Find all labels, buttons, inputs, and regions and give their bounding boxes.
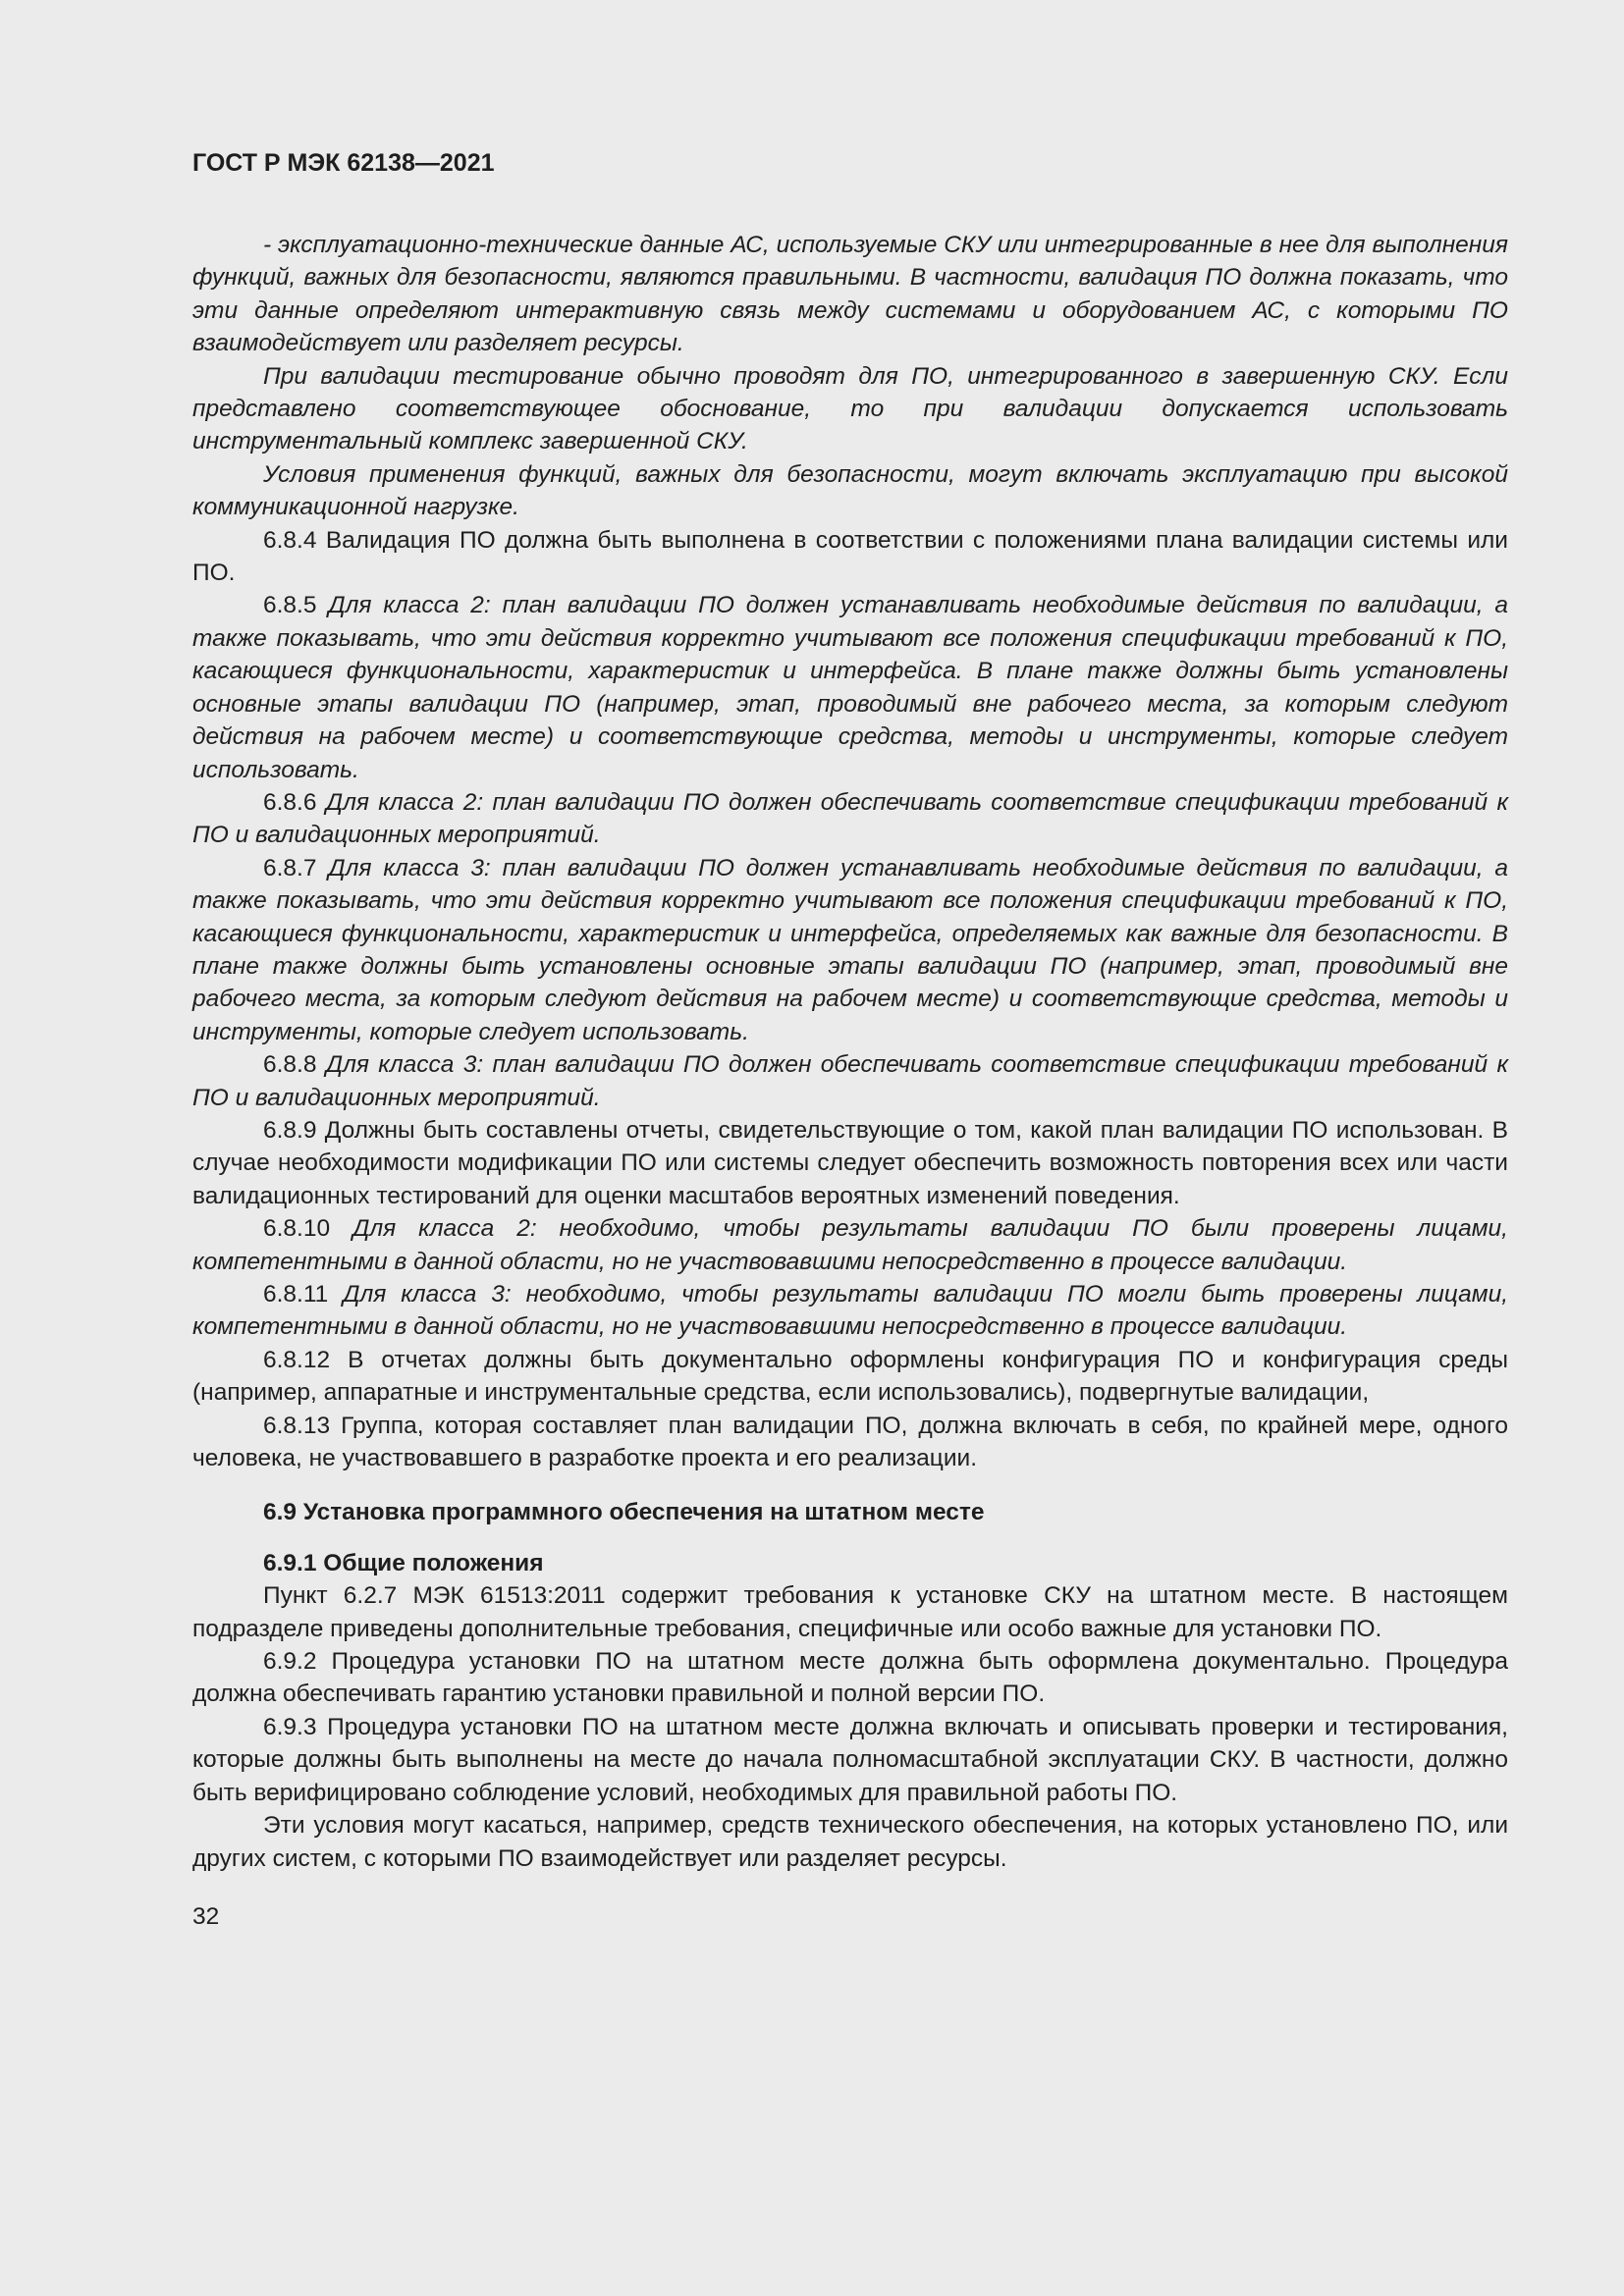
clause-number: 6.8.6 bbox=[263, 788, 317, 816]
clause-number: 6.8.5 bbox=[263, 592, 317, 619]
clause-6-8-4: 6.8.4 Валидация ПО должна быть выполнена в соответствии с положениями плана валидации системы или ПО. bbox=[192, 526, 1508, 587]
clause-number: 6.8.7 bbox=[263, 854, 317, 881]
clause-text: Для класса 2: необходимо, чтобы результаты валидации ПО были проверены лицами, компетентными в данной области, но не участвовавшими непосредственно в процессе валидации. bbox=[192, 1215, 1508, 1275]
clause-6-8-11 bbox=[192, 1278, 1508, 1344]
clause-6-9-3: 6.9.3 Процедура установки ПО на штатном месте должна включать и описывать проверки и тестирования, которые должны быть выполнены на месте до начала полномасштабной эксплуатации СКУ. В частности, должно быть верифицировано соблюдение условий, необходимых для правильной работы ПО. bbox=[192, 1713, 1508, 1806]
clause-number: 6.8.8 bbox=[263, 1051, 317, 1079]
document-page bbox=[192, 147, 1508, 1933]
clause-6-8-10 bbox=[192, 1212, 1508, 1278]
clause-text: Для класса 3: план валидации ПО должен устанавливать необходимые действия по валидации, а также показывать, что эти действия корректно учитывают все положения спецификации требований к ПО, касающиеся функциональности, характеристик и интерфейса, определяемых как важные для безопасности. В плане также должны быть установлены основные этапы валидации ПО (например, этап, проводимый вне рабочего места, за которым следуют действия на рабочем месте) и соответствующие средства, методы и инструменты, которые следует использовать. bbox=[192, 854, 1509, 1045]
clause-text: Для класса 3: необходимо, чтобы результаты валидации ПО могли быть проверены лицами, компетентными в данной области, но не участвовавшими непосредственно в процессе валидации. bbox=[192, 1281, 1508, 1341]
section-heading-6-9: 6.9 Установка программного обеспечения на штатном месте bbox=[263, 1499, 985, 1526]
clause-number: 6.8.10 bbox=[263, 1215, 331, 1243]
clause-text: Для класса 2: план валидации ПО должен устанавливать необходимые действия по валидации, а также показывать, что эти действия корректно учитывают все положения спецификации требований к ПО, касающиеся функциональности, характеристик и интерфейса. В плане также должны быть установлены основные этапы валидации ПО (например, этап, проводимый вне рабочего места, за которым следуют действия на рабочем месте) и соответствующие средства, методы и инструменты, которые следует использовать. bbox=[192, 592, 1509, 783]
clause-6-8-12: 6.8.12 В отчетах должны быть документально оформлены конфигурация ПО и конфигурация среды (например, аппаратные и инструментальные средства, если использовались), подвергнутые валидации, bbox=[192, 1346, 1508, 1407]
clause-number: 6.8.11 bbox=[263, 1281, 329, 1308]
document-header: ГОСТ Р МЭК 62138—2021 bbox=[192, 149, 495, 177]
clause-6-9-1-text: Пункт 6.2.7 МЭК 61513:2011 содержит требования к установке СКУ на штатном месте. В настоящем подразделе приведены дополнительные требования, специфичные или особо важные для установки ПО. bbox=[192, 1582, 1508, 1642]
clause-6-8-7 bbox=[192, 852, 1508, 1048]
paragraph-conditions: Эти условия могут касаться, например, средств технического обеспечения, на которых установлено ПО, или других систем, с которыми ПО взаимодействует или разделяет ресурсы. bbox=[192, 1812, 1508, 1872]
paragraph-validation-testing: При валидации тестирование обычно проводят для ПО, интегрированного в завершенную СКУ. Если представлено соответствующее обоснование, то при валидации допускается использовать инструментальный комплекс завершенной СКУ. bbox=[192, 362, 1508, 455]
clause-6-8-5 bbox=[192, 589, 1508, 785]
clause-6-8-6 bbox=[192, 786, 1508, 852]
clause-6-8-8 bbox=[192, 1048, 1508, 1114]
paragraph-application-conditions: Условия применения функций, важных для безопасности, могут включать эксплуатацию при высокой коммуникационной нагрузке. bbox=[192, 460, 1508, 521]
page-number: 32 bbox=[192, 1902, 220, 1930]
subsection-heading-6-9-1: 6.9.1 Общие положения bbox=[263, 1549, 544, 1576]
clause-6-8-13: 6.8.13 Группа, которая составляет план валидации ПО, должна включать в себя, по крайней мере, одного человека, не участвовавшего в разработке проекта и его реализации. bbox=[192, 1412, 1508, 1472]
paragraph-operational-data: - эксплуатационно-технические данные АС, используемые СКУ или интегрированные в нее для выполнения функций, важных для безопасности, являются правильными. В частности, валидация ПО должна показать, что эти данные определяют интерактивную связь между системами и оборудованием АС, с которыми ПО взаимодействует или разделяет ресурсы. bbox=[192, 232, 1508, 357]
clause-6-9-2: 6.9.2 Процедура установки ПО на штатном месте должна быть оформлена документально. Процедура должна обеспечивать гарантию установки правильной и полной версии ПО. bbox=[192, 1648, 1508, 1708]
clause-text: Для класса 3: план валидации ПО должен обеспечивать соответствие спецификации требований к ПО и валидационных мероприятий. bbox=[192, 1051, 1509, 1111]
clause-text: Для класса 2: план валидации ПО должен обеспечивать соответствие спецификации требований к ПО и валидационных мероприятий. bbox=[192, 788, 1509, 849]
clause-6-8-9: 6.8.9 Должны быть составлены отчеты, свидетельствующие о том, какой план валидации ПО использован. В случае необходимости модификации ПО или системы следует обеспечить возможность повторения всех или части валидационных тестирований для оценки масштабов вероятных изменений поведения. bbox=[192, 1116, 1508, 1209]
